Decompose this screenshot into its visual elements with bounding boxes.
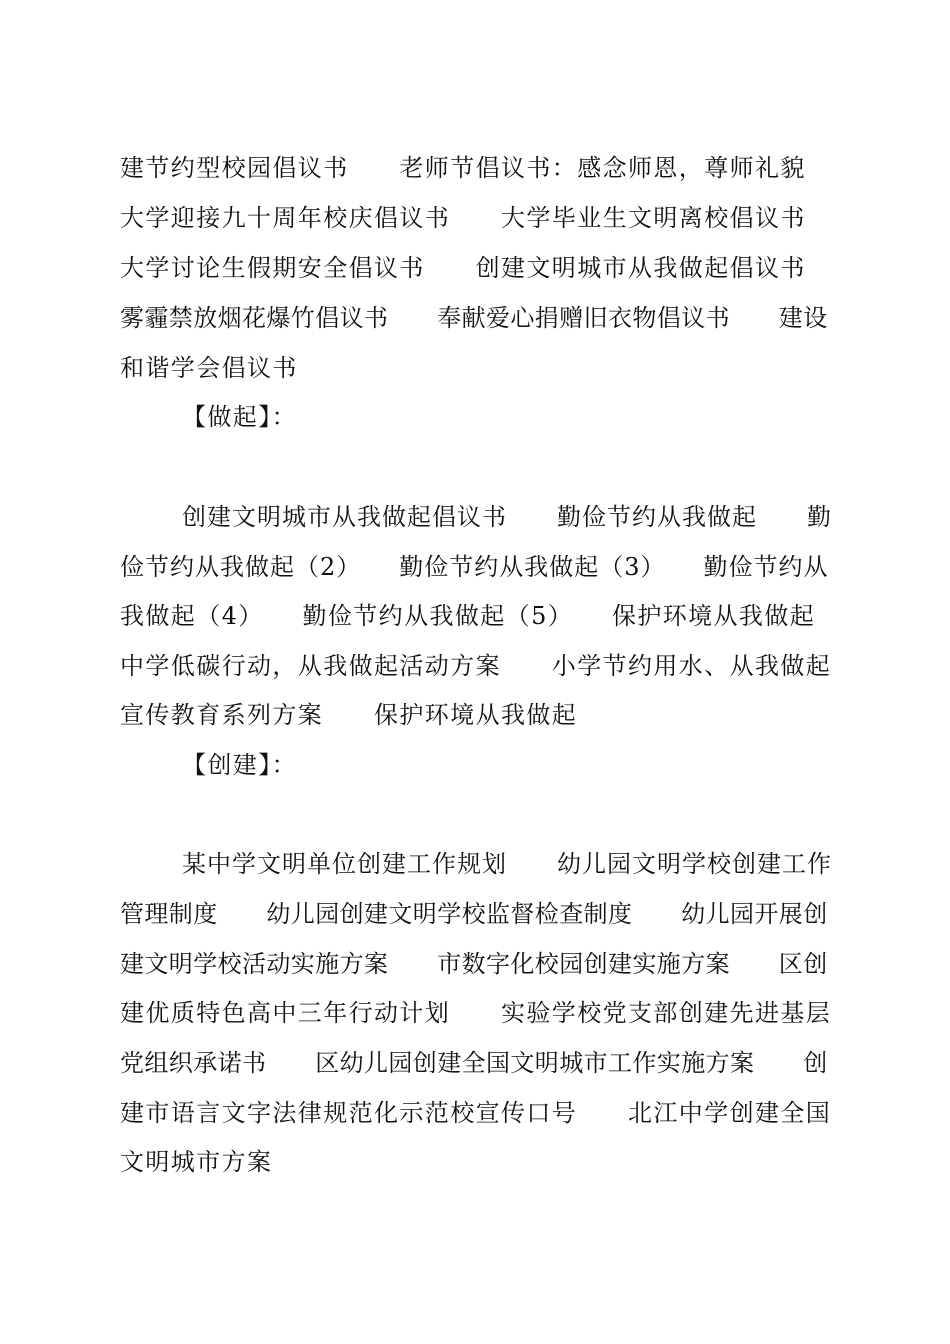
text-line: 俭节约从我做起（2） 勤俭节约从我做起（3） 勤俭节约从: [120, 553, 829, 581]
text-line: 管理制度 幼儿园创建文明学校监督检查制度 幼儿园开展创: [120, 900, 828, 928]
section-heading: 【做起】：: [182, 403, 297, 431]
text-line: 大学讨论生假期安全倡议书 创建文明城市从我做起倡议书: [120, 254, 806, 282]
text-line: 建优质特色高中三年行动计划 实验学校党支部创建先进基层: [120, 999, 832, 1027]
text-line: 和谐学会倡议书: [120, 354, 298, 382]
text-line: 中学低碳行动，从我做起活动方案 小学节约用水、从我做起: [120, 652, 832, 680]
text-line: 某中学文明单位创建工作规划 幼儿园文明学校创建工作: [182, 850, 832, 878]
text-line: 大学迎接九十周年校庆倡议书 大学毕业生文明离校倡议书: [120, 204, 806, 232]
text-line: 宣传教育系列方案 保护环境从我做起: [120, 701, 578, 729]
text-line: 党组织承诺书 区幼儿园创建全国文明城市工作实施方案 创: [120, 1049, 828, 1077]
text-line: 创建文明城市从我做起倡议书 勤俭节约从我做起 勤: [182, 503, 832, 531]
text-line: 我做起（4） 勤俭节约从我做起（5） 保护环境从我做起: [120, 602, 816, 630]
text-line: 建文明学校活动实施方案 市数字化校园创建实施方案 区创: [120, 950, 828, 978]
text-line: 文明城市方案: [120, 1148, 273, 1176]
text-line: 建市语言文字法律规范化示范校宣传口号 北江中学创建全国: [120, 1099, 832, 1127]
text-line: 雾霾禁放烟花爆竹倡议书 奉献爱心捐赠旧衣物倡议书 建设: [120, 304, 828, 332]
text-line: 建节约型校园倡议书 老师节倡议书：感念师恩，尊师礼貌: [120, 154, 806, 182]
section-heading: 【创建】：: [182, 751, 297, 779]
